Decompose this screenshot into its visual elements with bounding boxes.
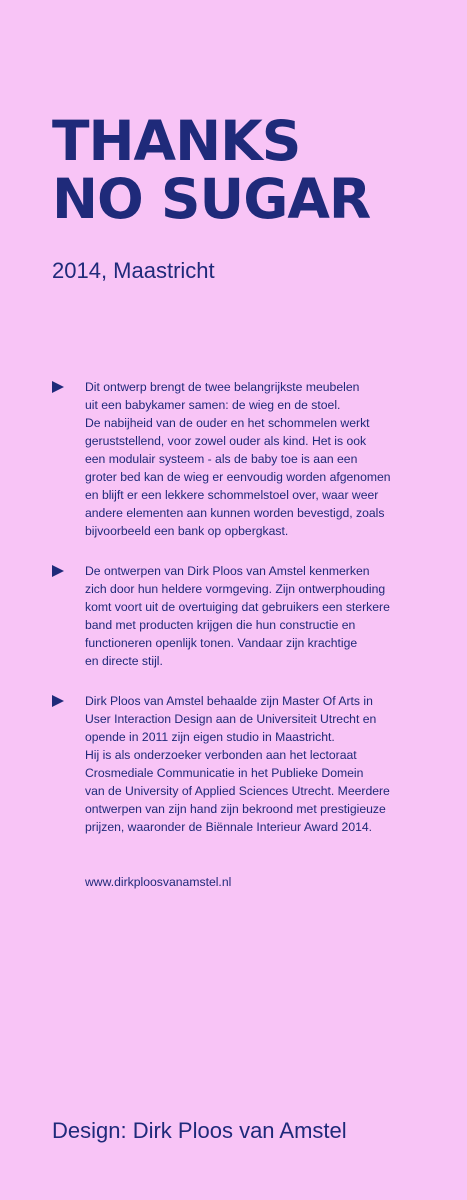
title-line: THANKS — [52, 109, 301, 173]
paragraph-line: Dirk Ploos van Amstel behaalde zijn Master Of Arts in — [85, 694, 373, 708]
paragraph-line: geruststellend, voor zowel ouder als kind. Het is ook — [85, 434, 367, 448]
bullet-paragraph — [52, 378, 412, 540]
title-line: NO SUGAR — [52, 167, 371, 231]
triangle-right-icon — [52, 565, 64, 577]
paragraph-line: Dit ontwerp brengt de twee belangrijkste meubelen — [85, 380, 360, 394]
paragraph-line: band met producten krijgen die hun constructie en — [85, 618, 356, 632]
paragraph-line: een modulair systeem - als de baby toe is aan een — [85, 452, 358, 466]
paragraph-line: en directe stijl. — [85, 654, 163, 668]
website-link[interactable]: www.dirkploosvanamstel.nl — [85, 875, 232, 889]
design-credit: Design: Dirk Ploos van Amstel — [52, 1118, 347, 1143]
page-title — [52, 109, 371, 231]
triangle-right-icon — [52, 381, 64, 393]
paragraph-line: ontwerpen van zijn hand zijn bekroond met prestigieuze — [85, 802, 386, 816]
paragraph-line: uit een babykamer samen: de wieg en de stoel. — [85, 398, 341, 412]
triangle-right-icon — [52, 695, 64, 707]
paragraph-line: De nabijheid van de ouder en het schommelen werkt — [85, 416, 370, 430]
bullet-paragraph — [52, 562, 412, 670]
paragraph-line: Crosmediale Communicatie in het Publieke Domein — [85, 766, 364, 780]
paragraph-line: van de University of Applied Sciences Utrecht. Meerdere — [85, 784, 390, 798]
paragraph-line: User Interaction Design aan de Universiteit Utrecht en — [85, 712, 377, 726]
paragraph-line: prijzen, waaronder de Biënnale Interieur Award 2014. — [85, 820, 373, 834]
paragraph-line: andere elementen aan kunnen worden bevestigd, zoals — [85, 506, 385, 520]
paragraph-line: komt voort uit de overtuiging dat gebruikers een sterkere — [85, 600, 390, 614]
paragraph-line: en blijft er een lekkere schommelstoel over, waar weer — [85, 488, 379, 502]
paragraph-line: bijvoorbeeld een bank op opbergkast. — [85, 524, 289, 538]
paragraph-line: opende in 2011 zijn eigen studio in Maastricht. — [85, 730, 335, 744]
subtitle: 2014, Maastricht — [52, 258, 215, 283]
bullet-list — [52, 378, 412, 858]
bullet-paragraph — [52, 692, 412, 836]
paragraph-line: zich door hun heldere vormgeving. Zijn ontwerphouding — [85, 582, 386, 596]
paragraph-line: De ontwerpen van Dirk Ploos van Amstel kenmerken — [85, 564, 370, 578]
paragraph-line: Hij is als onderzoeker verbonden aan het lectoraat — [85, 748, 357, 762]
paragraph-line: groter bed kan de wieg er eenvoudig worden afgenomen — [85, 470, 391, 484]
paragraph-line: functioneren openlijk tonen. Vandaar zijn krachtige — [85, 636, 358, 650]
